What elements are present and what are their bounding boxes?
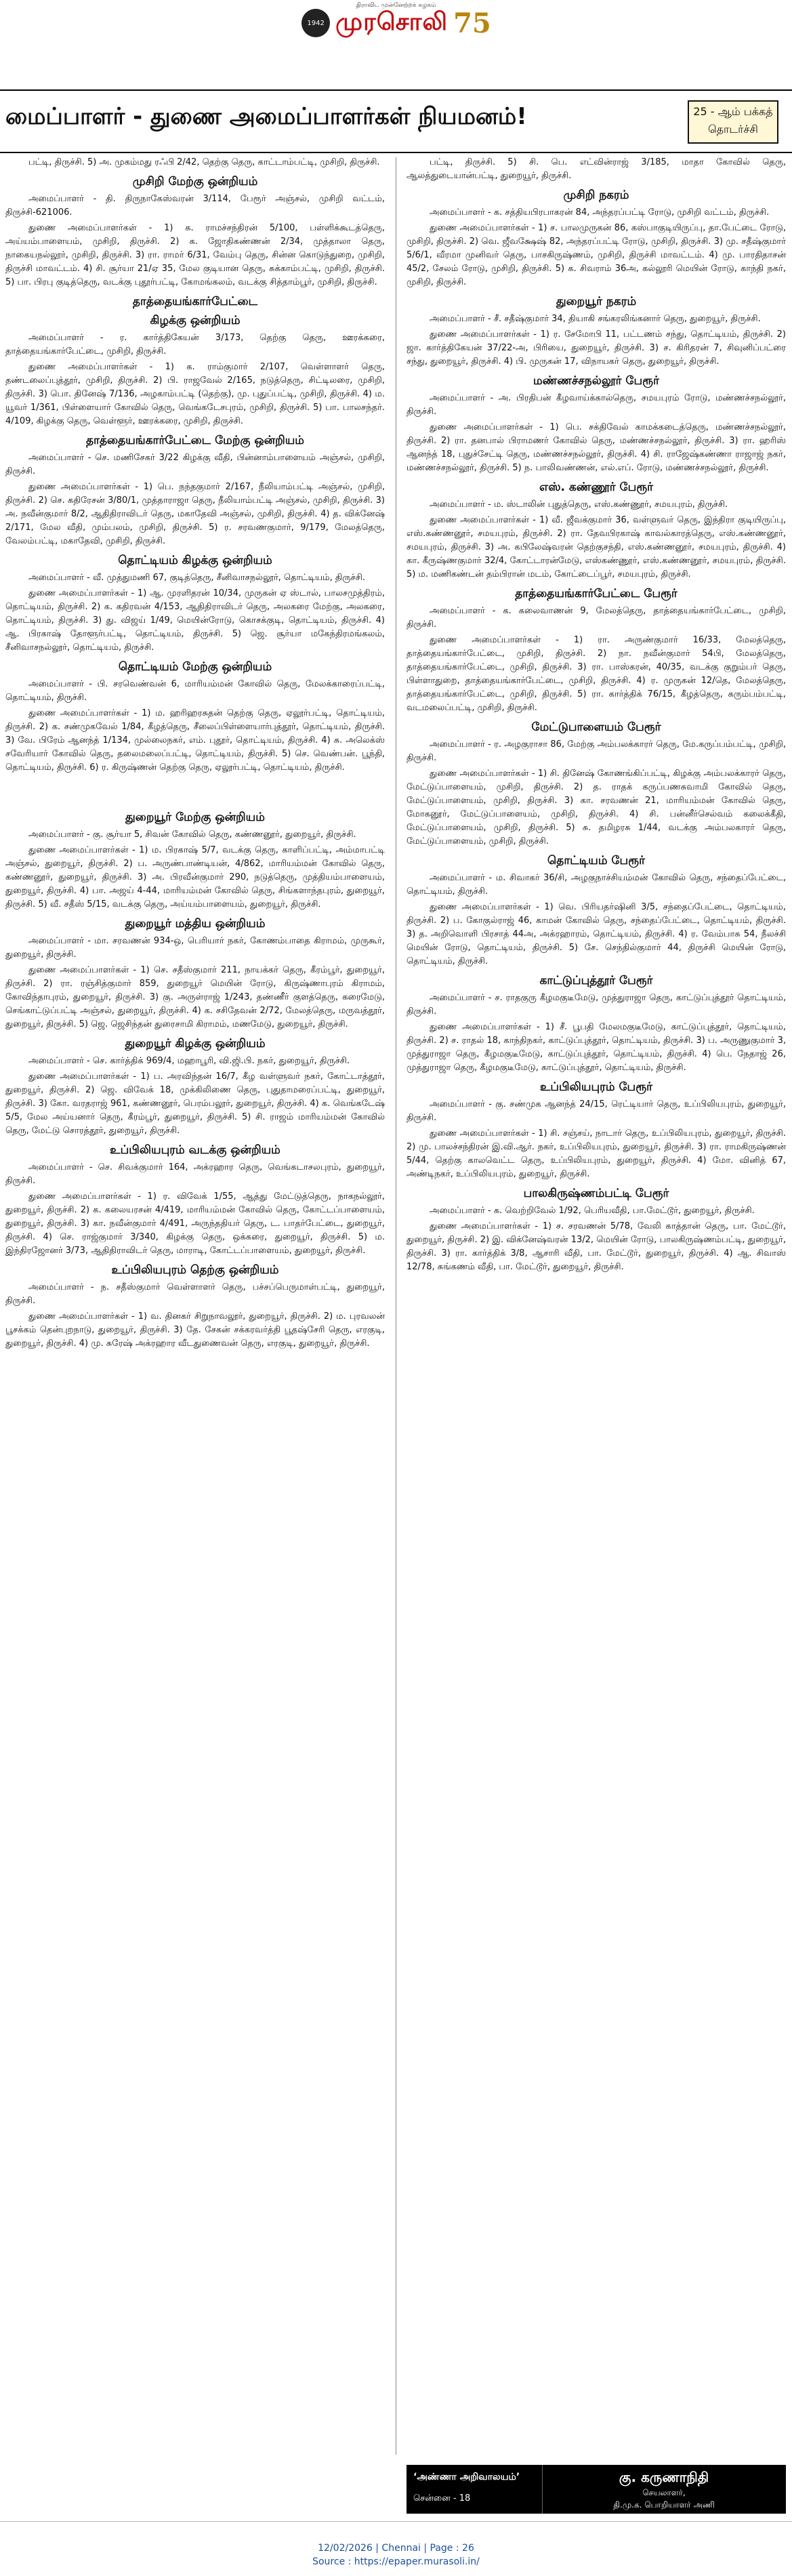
article-column-right [407,156,786,1276]
appointment-paragraph: துணை அமைப்பாளர்கள் - 1) ச. பாலமுருகன் 86, கஸ்பாகுடியிருப்பு, தா.பேட்டை ரோடு, முசிறி, திருச்சி. 2) வெ. ஜீவக்ஷேஷ் 82, அந்தரப்பட்டி ரோடு, முசிறி, திருச்சி. 3) மு. சதீஷ்குமார் 5/6/1, வீரமா முனிவர் தெரு, பாசகிருஷ்ணம், முசிறி, திருச்சி மாவட்டம். 4) மு. பாரதிதாசன் 45/2, சேலம் ரோடு, முசிறி, திருச்சி. 5) க. சிவராம் 36அ, கல்லூரி மெயின் ரோடு, காந்தி நகர், முசிறி, திருச்சி. [407,223,786,287]
section-heading: தாத்தையங்கார்பேட்டை மேற்கு ஒன்றியம் [86,434,304,447]
section-heading: உப்பிலியபுரம் வடக்கு ஒன்றியம் [110,1143,280,1157]
address-block [407,2465,543,2514]
signatory-org: தி.மு.க. பொறியாளர் அணி [613,2500,715,2510]
appointment-paragraph: அமைப்பாளர் - ந. சதீஸ்குமார் வெள்ளாளர் தெரு, பச்சப்பெருமாள்பட்டி, துறையூர், திருச்சி. [5,1282,385,1306]
appointment-paragraph: துணை அமைப்பாளர்கள் - 1) ப. அரவிந்தன் 16/7, கீழ வள்ளுவர் நகர், கோட்டாத்தூர், துறையூர், திருச்சி. 2) ஜெ. விவேக் 18, முக்கிலிணை தெரு, புதுதாமரைப்பட்டி, துறையூர், திருச்சி. 3) கோ. வரதராஜ் 961, கண்ணனூர், பெரம்பலூர், துறையூர், திருச்சி. 4) க. வெங்கடேஷ் 5/5, மேல அய்யனார் தெரு, கீரம்பூர், துறையூர், திருச்சி. 5) சி. ராஜம் மாரியம்மன் கோவில் தெரு, மேட்டு சொரத்தூர், துறையூர், திருச்சி. [5,1071,385,1136]
section-heading: தாத்தையங்கார்பேட்டை பேரூர் [515,587,678,600]
appointment-paragraph: அமைப்பாளர் - சீ. சதீஷ்குமார் 34, தியாகி சங்கரலிங்கனார் தெரு, துறையூர், திருச்சி. [430,314,761,324]
appointment-paragraph: துணை அமைப்பாளர்கள் - 1) வெ. பிரியதர்ஷினி 3/5, சந்தைப்பேட்டை, தொட்டியம், திருச்சி. 2) ப. கோகுல்ராஜ் 46, காமன் கோவில் தெரு, சந்தைப்பேட்டை, தொட்டியம், திருச்சி. 3) த. அறிவொளி பிரசாத் 44அ, அக்ரஹாரம், தொட்டியம், திருச்சி. 4) ர. வேம்பாசு 54, நீலச்சி மெயின் ரோடு, தொட்டியம், திருச்சி. 5) சே. செந்தில்குமார் 44, திருச்சி மெயின் ரோடு, தொட்டியம், திருச்சி. [407,902,786,966]
appointment-paragraph: துணை அமைப்பாளர்கள் - 1) வ. தினகர் சிறுநாவலூர், துறையூர், திருச்சி. 2) ம. புரவலன் பூசக்கம் தென்புறநாடு, துறையூர், திருச்சி. 3) தே. சேகன் சக்கரவர்த்தி பூதஷ்சேரி தெரு, எரகுடி, துறையூர், திருச்சி. 4) மு. சுரேஷ் அக்ரஹார வீடதுணைவன் தெரு, எரகுடி, துறையூர், திருச்சி. [5,1311,385,1349]
appointment-paragraph: துணை அமைப்பாளர்கள் - 1) பெ. சக்திவேல் காமக்கடைத்தெரு, மண்ணச்சநல்லூர், திருச்சி. 2) ரா. தனபால் பிராமணர் கோவில் தெரு, மண்ணச்சநல்லூர், திருச்சி. 3) ரா. ஹரிஸ் ஆனந்த் 18, புதுச்சேட்டி தெரு, மண்ணச்சநல்லூர், திருச்சி. 4) சி. ராஜேஷ்கண்ணா ராஜாஜ் நகர், மண்ணச்சநல்லூர், திருச்சி. 5) ந. பாலிவண்ணன், எல்.எப். ரோடு, மண்ணச்சநல்லூர், திருச்சி. [407,422,786,473]
footer-divider [0,2521,792,2522]
appointment-paragraph: அமைப்பாளர் - மா. சரவணன் 934-ஒ, பெரியார் நகர், கோணம்பாதை கிராமம், முருகூர், துறையூர், திருச்சி. [5,936,385,960]
appointment-paragraph: பட்டி, திருச்சி. 5) சி. பெ. எட்வின்ராஜ் 3/185, மாதா கோவில் தெரு, ஆலத்துடையான்பட்டி, துறையூர், திருச்சி. [407,157,786,181]
headline-bar [0,89,792,153]
article-headline: மைப்பாளர் - துணை அமைப்பாளர்கள் நியமனம்! [5,103,527,130]
appointment-paragraph: துணை அமைப்பாளர்கள் - 1) ம. ஹரிஹரசுதன் தெற்கு தெரு, ஏலூர்பட்டி, தொட்டியம், திருச்சி. 2) க. சண்முகவேல் 1/84, கீழத்தெரு, சீலைப்பிள்ளையார்புத்தூர், தொட்டியம், திருச்சி. 3) வே. பிரேம் ஆனந்த் 1/134, முல்லைநகர், எம். புதூர், தொட்டியம், திருச்சி. 4) சு. அலெக்ஸ் சவேரியார் கோவில் தெரு, தலைமலைப்பட்டி, தொட்டியம், திருச்சி. 5) செ. வெண்பன். பூந்தி, தொட்டியம், திருச்சி. 6) ர. கிருஷ்ணன் தெற்கு தெரு, ஏலூர்பட்டி, தொட்டியம், திருச்சி. [5,708,385,773]
continued-label: தொடர்ச்சி [708,123,758,136]
appointment-paragraph: அமைப்பாளர் - பி. சரவெண்வன் 6, மாரியம்மன் கோவில் தெரு, மேலக்காரைப்பட்டி, தொட்டியம், திருச்சி. [5,679,385,703]
emblem-icon: 1942 [301,9,330,37]
article-column-left [5,156,385,1353]
signatory-block [542,2465,786,2514]
appointment-paragraph: துணை அமைப்பாளர்கள் - 1) ம. பிரகாஷ் 5/7, வடக்கு தெரு, காளிப்பட்டி, அம்மாபட்டி அஞ்சல், துறையூர், திருச்சி. 2) ப. அருண்பாண்டியன், 4/862, மாரியம்மன் கோவில் தெரு, கண்ணனூர், துறையூர், திருச்சி. 3) அ. பிரவீன்குமார் 290, நடுத்தெரு, முத்தியம்பாளையம், துறையூர், திருச்சி. 4) பா. அஜய் 4-44, மாரியம்மன் கோவில் தெரு, சிங்களாந்தபுரம், துறையூர், திருச்சி. 5) வீ. சதீஸ் 5/15, வடக்கு தெரு, அய்யம்பாளையம், துறையூர், திருச்சி. [5,845,385,909]
continued-page: 25 - ஆம் பக்கத் [693,105,773,118]
continued-from-box [688,100,778,144]
appointment-paragraph: அமைப்பாளர் - அ. பிரதிபன் கீழவாய்க்கால்தெரு, சமயபுரம் ரோடு, மண்ணச்சநல்லூர், திருச்சி. [407,393,786,417]
appointment-paragraph: துணை அமைப்பாளர்கள் - 1) பெ. நந்தகுமார் 2/167, நீலியாம்பட்டி அஞ்சல், முசிறி, திருச்சி. 2) செ. கதிரேசன் 3/80/1, முத்தாராஜா தெரு, நீலியாம்பட்டி அஞ்சல், முசிறி, திருச்சி. 3) அ. நவீன்குமார் 8/2, ஆதிதிராவிடர் தெரு, மகாதேவி அஞ்சல், முசிறி, திருச்சி. 4) த. விக்னேஷ் 2/171, மேல வீதி, மும்பலம், முசிறி, திருச்சி. 5) ர. சரவணகுமார், 9/179, மேலத்தெரு, வேலம்பட்டி, மகாதேவி, முசிறி, திருச்சி. [5,482,385,546]
appointment-paragraph: துணை அமைப்பாளர்கள் - 1) சி. தினேஷ் கோணங்கிப்பட்டி, கிழக்கு அம்பலக்காரர் தெரு, மேட்டுப்பாளையம், முசிறி, திருச்சி. 2) த. ராதக் கருப்பணசுவாமி கோவில் தெரு, மேட்டுப்பாளையம், முசிறி, திருச்சி. 3) கா. சரவணன் 21, மாரியம்மன் கோவில் தெரு, மோகனூர், மேட்டுப்பாளையம், முசிறி, திருச்சி. 4) சி. பன்னீர்செல்வம் கலைக்கீதி, மேட்டுப்பாளையம், முசிறி, திருச்சி. 5) சு. தமிழரசு 1/44, வடக்கு அம்பலகாரர் தெரு, மேட்டுப்பாளையம், முசிறி, திருச்சி. [407,769,786,846]
column-spacer [5,777,385,805]
appointment-paragraph: அமைப்பாளர் - க. சத்தியபிரபாகரன் 84, அந்தரப்பட்டி ரோடு, முசிறி வட்டம், திருச்சி. [430,207,770,218]
section-heading: மண்ணச்சநல்லூர் பேரூர் [533,374,659,388]
section-heading: முசிறி நகரம் [563,188,629,202]
appointment-paragraph: அமைப்பாளர் - ர. கார்த்திகேயன் 3/173, தெற்கு தெரு, ஊரக்கரை, தாத்தையங்கார்பேட்டை, முசிறி, திருச்சி. [5,333,385,356]
section-heading: கிழக்கு ஒன்றியம் [150,314,241,327]
appointment-paragraph: அமைப்பாளர் - ம. ஸ்டாலின் புதுத்தெரு, எஸ்.கண்ணூர், சமயபுரம், திருச்சி. [430,499,728,510]
appointment-paragraph: துணை அமைப்பாளர்கள் - 1) ரா. அருண்குமார் 16/33, மேலத்தெரு, தாத்தையங்கார்பேட்டை, முசிறி, திருச்சி. 2) நா. நவீன்குமார் 54பி, மேலத்தெரு, தாத்தையங்கார்பேட்டை, முசிறி, திருச்சி. 3) ரா. பாஸ்கரன், 40/35, வடக்கு குறும்பர் தெரு, பிள்ளாதுறை, தாத்தையங்கார்பேட்டை, முசிறி, திருச்சி. 4) ர. முருகன் 12/தெ, மேலத்தெரு, தாத்தையங்கார்பேட்டை, முசிறி, திருச்சி. 5) ரா. கார்த்திக் 76/15, கீழத்தெரு, கரும்பம்பட்டி, வடமலைப்பட்டி, முசிறி, திருச்சி. [407,635,786,713]
appointment-paragraph: துணை அமைப்பாளர்கள் - 1) செ. சதீஸ்குமார் 211, நாயக்கர் தெரு, கீரம்பூர், துறையூர், திருச்சி. 2) ரா. ரஞ்சித்குமார் 859, துறையூர் மெயின் ரோடு, கிருஷ்ணாபுரம் கிராமம், கோவிந்தாபுரம், துறையூர், திருச்சி. 3) கு. அருள்ராஜ் 1/243, தண்ணீர் குளத்தெரு, கரைமேடு, செங்காட்டுப்பட்டி அஞ்சல், துறையூர், திருச்சி. 4) க. சசிதேவன் 2/72, மேலத்தெரு, மருவத்தூர், துறையூர், திருச்சி. 5) ஜெ. ஜெசிந்தன் துரைசாமி கிராமம், மணமேடு, துறையூர், திருச்சி. [5,965,385,1029]
section-heading: துறையூர் மேற்கு ஒன்றியம் [125,811,265,824]
appointment-paragraph: அமைப்பாளர் - கு. சூர்யா 5, சிவன் கோவில் தெரு, கண்ணனூர், துறையூர், திருச்சி. [28,830,356,840]
appointment-paragraph: துணை அமைப்பாளர்கள் - 1) சீ. பூபதி மேலமகுடீமேடு, காட்டுப்புத்தூர், தொட்டியம், திருச்சி. 2) ச. ராதல் 18, காந்திநகர், காட்டுப்புத்தூர், தொட்டியம், திருச்சி. 3) ப. அருணுகுமார் 3, முத்துராஜா தெரு, கீழமகுடீமேடு, காட்டுப்புத்தூர், தொட்டியம், திருச்சி. 4) பெ. நேதாஜ் 26, முத்துராஜா தெரு, கீழமகுடீமேடு, காட்டுப்புத்தூர், தொட்டியம், திருச்சி. [407,1022,786,1073]
appointment-paragraph: துணை அமைப்பாளர்கள் - 1) ச. சரவணன் 5/78, வேலி காத்தான் தெரு, பா. மேட்டூர், துறையூர், திருச்சி. 2) இ. விக்னேஷ்வரன் 13/2, மெயின் ரோடு, பாலகிருஷ்ணம்பட்டி, துறையூர், திருச்சி. 3) ரா. கார்த்திக் 3/8, ஆசாரி வீதி, பா. மேட்டூர், துறையூர், திருச்சி. 4) ஆ. சிவாஸ் 12/78, சுங்கணம் வீதி, பா. மேட்டூர், துறையூர், திருச்சி. [407,1221,786,1272]
section-heading: உப்பிலியபுரம் தெற்கு ஒன்றியம் [111,1263,279,1277]
section-heading: தாத்தையங்கார்பேட்டை [132,295,258,308]
appointment-paragraph: துணை அமைப்பாளர்கள் - 1) வீ. ஜீவக்குமார் 36, வள்ளுவர் தெரு, இந்திரா குடியிருப்பு, எஸ்.கண்ணனூர், சமயபுரம், திருச்சி. 2) ரா. தேவபிரகாஷ் காவல்காரத்தெரு, எஸ்.கண்ணனூர், சமயபுரம், திருச்சி. 3) அ. கபிலேஷ்வரன் தெற்குசந்தி, எஸ்.கண்ணனூர், சமயபுரம், திருச்சி. 4) கா. கீருஷ்ணகுமார் 32/4, கோட்டாரன்மேடு, எஸ்கண்ணூர், எஸ்.கண்ணனூர், சமயபுரம், திருச்சி. 5) ம. மணிகண்டன் தம்பிரான் மடம், கோட்டைப்பூர், சமயபுரம், திருச்சி. [407,515,786,579]
appointment-paragraph: அமைப்பாளர் - செ. கார்த்திக் 969/4, மஹாபூரி, வி.ஜி.பி. நகர், துறையூர், திருச்சி. [28,1056,350,1066]
section-heading: தொட்டியம் மேற்கு ஒன்றியம் [118,660,272,674]
section-heading: தொட்டியம் பேரூர் [547,854,645,867]
appointment-paragraph: துணை அமைப்பாளர்கள் - 1) க. ராமச்சந்திரன் 5/100, பள்ளிக்கூடத்தெரு, அய்யம்பாளையம், முசிறி, திருச்சி. 2) க. ஜோதிகண்ணன் 2/34, முத்தாலா தெரு, நாகையநல்லூர், முசிறி, திருச்சி. 3) ரா. ராமர் 6/31, வேம்பு தெரு, சின்ன கொடுந்துறை, முசிறி, திருச்சி மாவட்டம். 4) சி. சூர்யா 21/ஏ 35, மேல குடியான தெரு, சுக்காம்பட்டி, முசிறி, திருச்சி. 5) பா. பிரபு குடித்தெரு, வடக்கு புதூர்பட்டி, கோமங்கலம், வடக்கு சித்தாம்பூர், முசிறி, திருச்சி. [5,223,385,287]
appointment-paragraph: அமைப்பாளர் - ர. அழகுராசா 86, மேற்கு அம்பலக்காரர் தெரு, மே.கருப்பம்பட்டி, முசிறி, திருச்சி. [407,739,786,763]
appointment-paragraph: துணை அமைப்பாளர்கள் - 1) ர. விவேக் 1/55, ஆத்து மேட்டுத்தெரு, நாகநல்லூர், துறையூர், திருச்சி. 2) க. கலையரசன் 4/419, மாரியம்மன் கோவில் தெரு, கோட்டப்பாளையம், துறையூர், திருச்சி. 3) கா. நவீன்குமார் 4/491, அருந்ததியர் தெரு, ட. பாதர்பேட்டை, துறையூர், திருச்சி. 4) செ. ராஜ்குமார் 3/340, கிழக்கு தெரு, ஒக்கரை, துறையூர், திருச்சி. 5) ம. இந்திரஜோனர் 3/73, ஆதிதிராவிடர் தெரு, மாராடி, கோட்டப்பாளையம், துறையூர், திருச்சி. [5,1191,385,1256]
masthead-tagline: திராவிட முன்னேற்றக் கழகம் [356,2,436,9]
signature-box [407,2465,786,2514]
section-heading: மேட்டுபாளையம் பேரூர் [531,720,661,734]
appointment-paragraph: அமைப்பாளர் - வீ. முத்துமணி 67, குடித்தெரு, சீனிவாசநல்லூர், தொட்டியம், திருச்சி. [28,573,366,583]
appointment-paragraph: அமைப்பாளர் - ம. சிவாகர் 36/சி, அழகுநாச்சியம்மன் கோவில் தெரு, சந்தைப்பேட்டை, தொட்டியம், திருச்சி. [407,873,786,897]
appointment-paragraph: அமைப்பாளர் - ச. ராதகுரு கீழமகுடீமேடு, முத்துராஜா தெரு, காட்டுப்புத்தூர் தொட்டியம், திருச்சி. [407,993,786,1017]
section-heading: துறையூர் கிழக்கு ஒன்றியம் [125,1037,266,1050]
appointment-paragraph: அமைப்பாளர் - கு. சண்முக ஆனந்த் 24/15, ரெட்டியார் தெரு, உப்பிலியபுரம், துறையூர், திருச்சி. [407,1099,786,1123]
publisher-address: ‘அண்ணா அறிவாலயம்’ [413,2472,520,2482]
masthead [0,0,792,42]
page-date-line: 12/02/2026 | Chennai | Page : 26 [318,2543,474,2554]
section-heading: பாலகிருஷ்ணம்பட்டி பேரூர் [523,1187,669,1200]
signatory-name: கு. கருணாநிதி [619,2469,709,2485]
appointment-paragraph: அமைப்பாளர் - க. கலைவாணன் 9, மேலத்தெரு, தாத்தையங்கார்பேட்டை, முசிறி, திருச்சி. [407,606,786,630]
section-heading: தொட்டியம் கிழக்கு ஒன்றியம் [118,554,272,567]
section-heading: துறையூர் மத்திய ஒன்றியம் [125,917,266,931]
publisher-city: சென்னை - 18 [413,2493,471,2503]
appointment-paragraph: அமைப்பாளர் - தி. திருநாகேஸ்வரன் 3/114, பேரூர் அஞ்சல், முசிறி வட்டம், திருச்சி-621006. [5,194,385,218]
appointment-paragraph: துணை அமைப்பாளர்கள் - 1) ஆ. முரளிதரன் 10/34, முருகன் ஏ ஸ்டால், பாலசமுத்திரம், தொட்டியம், திருச்சி. 2) க. கதிரவன் 4/153, ஆதிதிராவிடர் தெரு, அலகரை மேற்கு, அலகரை, தொட்டியம், திருச்சி. 3) து. விஜய் 1/49, மெயின்ரோடு, கொசக்குடி, தொட்டியம், திருச்சி. 4) ஆ. பிரகாஷ் தோளூர்பட்டி, தொட்டியம், திருச்சி. 5) ஜெ. சூர்யா மகேந்திரமங்கலம், சீனிவாசநல்லூர், தொட்டியம், திருச்சி. [5,588,385,653]
appointment-paragraph: துணை அமைப்பாளர்கள் - 1) ர. சேமோபி 11, பட்டணம் சந்து, தொட்டியம், திருச்சி. 2) ஜா. கார்த்திகேயன் 37/22-அ, பிரியை, துறையூர், திருச்சி. 3) ச. கிரிதரன் 7, சிவுனிப்பட்ரை சந்து, துறையூர், திருச்சி. 4) பி. முருகன் 17, விநாயகர் தெரு, துறையூர், திருச்சி. [407,329,786,367]
appointment-paragraph: பட்டி, திருச்சி. 5) அ. முகம்மது ரஃபி 2/42, தெற்கு தெரு, காட்டாம்பட்டி, முசிறி, திருச்சி. [28,157,380,167]
section-heading: முசிறி மேற்கு ஒன்றியம் [132,175,258,188]
anniversary-mark: 75 [453,7,491,39]
section-heading: எஸ். கண்ணூர் பேரூர் [539,481,654,494]
appointment-paragraph: அமைப்பாளர் - க. வெற்றிவேல் 1/92, பெரியவீதி, பா.மேட்டூர், துறையூர், திருச்சி. [430,1206,755,1216]
signatory-role: செயலாளர், [642,2488,686,2497]
section-heading: காட்டுப்புத்தூர் பேரூர் [539,974,653,987]
section-heading: உப்பிலியபுரம் பேரூர் [539,1080,653,1094]
appointment-paragraph: அமைப்பாளர் - செ. சிவக்குமார் 164, அக்ரஹார தெரு, வெங்கடாசலபுரம், துறையூர், திருச்சி. [5,1162,385,1186]
page-source-link[interactable]: Source : https://epaper.murasoli.in/ [312,2556,480,2567]
section-heading: துறையூர் நகரம் [556,295,637,308]
appointment-paragraph: துணை அமைப்பாளர்கள் - 1) க. ராம்குமார் 2/107, வெள்ளாளர் தெரு, தண்டலைப்புத்தூர், முசிறி, திருச்சி. 2) பி. ராஜவேல் 2/165, நடுத்தெரு, சிட்டிலரை, முசிறி, திருச்சி. 3) பொ. தினேஷ் 7/136, அழகாம்பட்டி (தெற்கு), மு. புதுப்பட்டி, முசிறி, திருச்சி. 4) ம. யூவர் 1/361, பிள்ளையார் கோவில் தெரு, வெங்கடேசபுரம், முசிறி, திருச்சி. 5) பா. பாலசந்தர். 4/109, கிழக்கு தெரு, வெள்ளூர், ஊரக்கரை, முசிறி, திருச்சி. [5,362,385,426]
appointment-paragraph: துணை அமைப்பாளர்கள் - 1) சி. சஞ்சய், நாடார் தெரு, உப்பிலியபுரம், துறையூர், திருச்சி. 2) மு. பாலச்சந்திரன் இ.வி.ஆர். நகர், உப்பிலியபுரம், துறையூர், திருச்சி. 3) ரா. ராமகிருஷ்ணன் 5/44, தெற்கு காலவெட்ட தெரு, உப்பிலியபுரம், துறையூர், திருச்சி. 4) மோ. வினித் 67, அண்டிநகர், உப்பிலியபுரம், துறையூர், திருச்சி. [407,1128,786,1179]
newspaper-logo[interactable] [247,7,545,39]
appointment-paragraph: அமைப்பாளர் - செ. மணிசேகர் 3/22 கிழக்கு வீதி, பின்னாம்பாளையம் அஞ்சல், முசிறி, திருச்சி. [5,453,385,476]
newspaper-name: முரசொலி [335,7,449,36]
page-footer [0,2541,792,2569]
